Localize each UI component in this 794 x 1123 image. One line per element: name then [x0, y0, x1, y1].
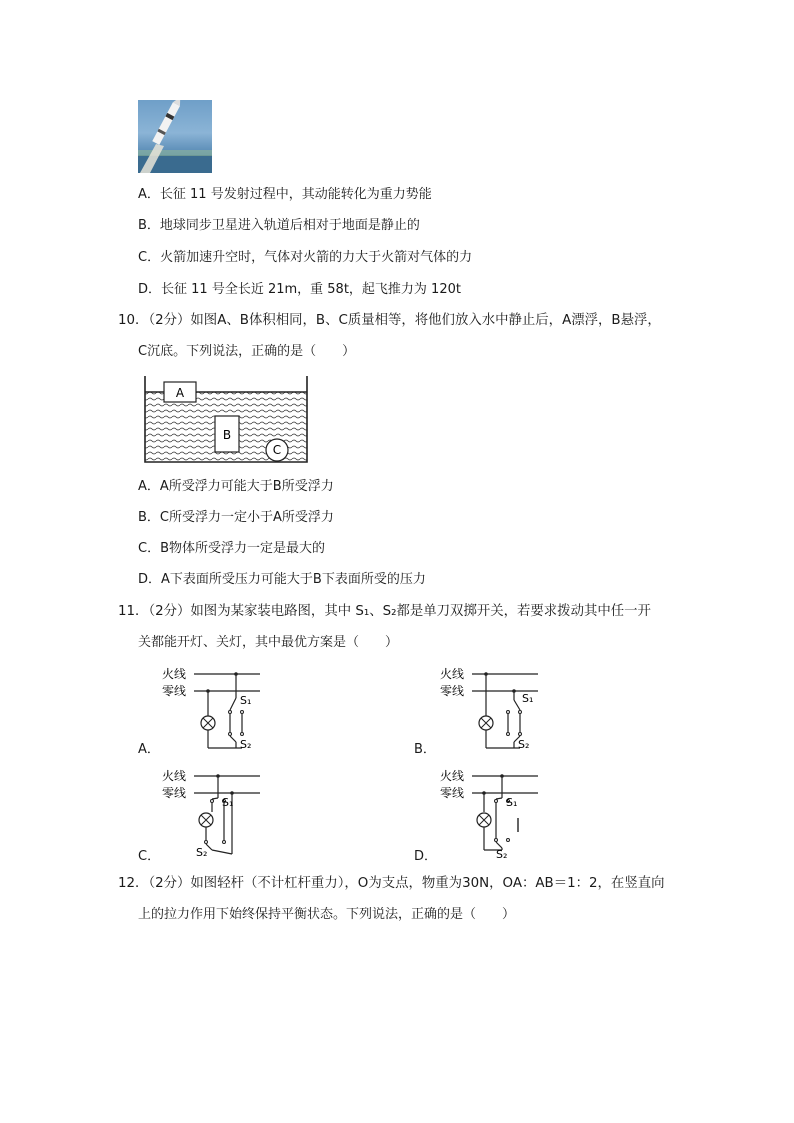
- neutral-wire-label: 零线: [162, 684, 187, 698]
- q11-option-c-label: C．: [138, 849, 161, 864]
- q10-stem-line1: 10．（2分）如图A、B体积相同，B、C质量相等，将他们放入水中静止后，A漂浮，B悬浮，: [118, 313, 661, 328]
- svg-text:火线: 火线: [440, 769, 465, 783]
- svg-text:S₁: S₁: [222, 796, 234, 809]
- circuit-option-c: [160, 768, 264, 858]
- q10-option-c: C．B物体所受浮力一定是最大的: [138, 541, 325, 556]
- svg-text:S₂: S₂: [496, 848, 508, 858]
- svg-text:零线: 零线: [440, 786, 465, 800]
- ball-c-label: C: [272, 443, 282, 457]
- q11-stem-line1: 11．（2分）如图为某家装电路图，其中 S₁、S₂都是单刀双掷开关，若要求拨动其中任一开: [118, 604, 651, 619]
- svg-text:火线: 火线: [440, 667, 465, 681]
- svg-text:S₁: S₁: [522, 692, 534, 705]
- q12-stem-line1: 12．（2分）如图轻杆（不计杠杆重力），O为支点，物重为30N，OA：AB＝1：2，在竖直向: [118, 876, 665, 891]
- q10-stem-line2: C沉底。下列说法，正确的是（ ）: [138, 344, 356, 359]
- q9-option-c: C．火箭加速升空时，气体对火箭的力大于火箭对气体的力: [138, 250, 473, 265]
- q11-stem-line2: 关都能开灯、关灯，其中最优方案是（ ）: [138, 635, 399, 650]
- svg-text:零线: 零线: [440, 684, 465, 698]
- rocket-launch-photo: [138, 100, 212, 173]
- block-b-label: B: [222, 428, 232, 442]
- circuit-option-a: [160, 666, 264, 752]
- circuit-option-b: [438, 666, 542, 752]
- circuit-option-d: [438, 768, 542, 858]
- svg-text:S₁: S₁: [240, 694, 252, 707]
- q11-option-a-label: A．: [138, 742, 160, 757]
- rocket-icon: [138, 100, 212, 173]
- svg-text:S₂: S₂: [196, 846, 208, 858]
- q10-option-a: A．A所受浮力可能大于B所受浮力: [138, 479, 334, 494]
- q9-option-a: A．长征 11 号发射过程中，其动能转化为重力势能: [138, 187, 432, 202]
- live-wire-label: 火线: [162, 667, 187, 681]
- q9-option-d: D．长征 11 号全长近 21m，重 58t，起飞推力为 120t: [138, 282, 461, 297]
- svg-text:S₁: S₁: [506, 796, 518, 809]
- svg-text:S₂: S₂: [518, 738, 530, 751]
- svg-text:火线: 火线: [162, 769, 187, 783]
- q9-option-b: B．地球同步卫星进入轨道后相对于地面是静止的: [138, 218, 420, 233]
- svg-text:S₂: S₂: [240, 738, 252, 751]
- buoyancy-tank-figure: [140, 372, 312, 466]
- q10-option-b: B．C所受浮力一定小于A所受浮力: [138, 510, 334, 525]
- svg-text:零线: 零线: [162, 786, 187, 800]
- q11-option-b-label: B．: [414, 742, 436, 757]
- q12-stem-line2: 上的拉力作用下始终保持平衡状态。下列说法，正确的是（ ）: [138, 907, 516, 922]
- q11-option-d-label: D．: [414, 849, 438, 864]
- q10-option-d: D．A下表面所受压力可能大于B下表面所受的压力: [138, 572, 426, 587]
- block-a-label: A: [175, 386, 185, 400]
